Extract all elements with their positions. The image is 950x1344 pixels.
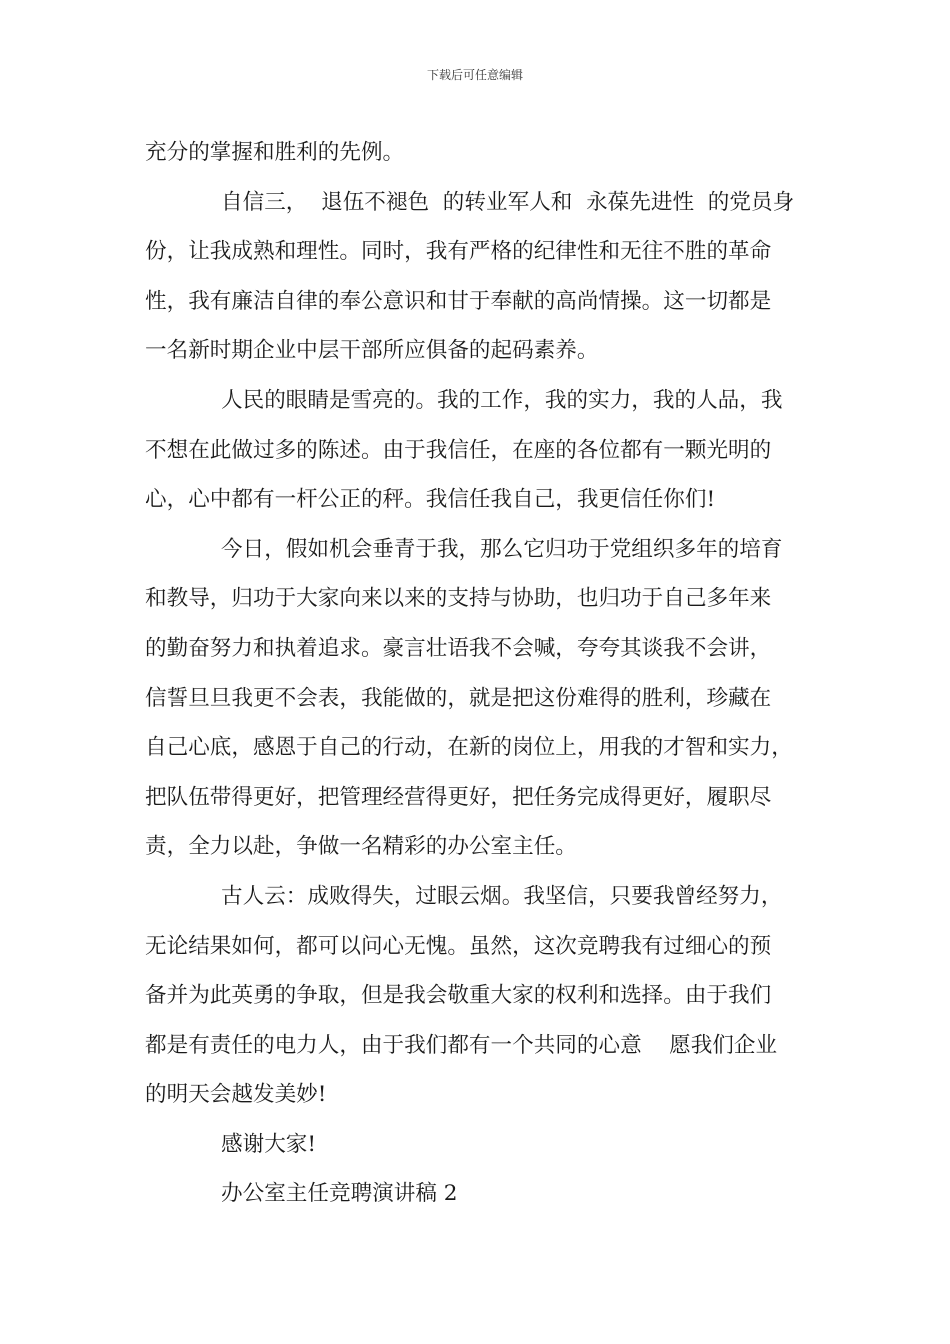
text-line: 一名新时期企业中层干部所应俱备的起码素养。 <box>145 338 599 364</box>
text-line: 都是有责任的电力人，由于我们都有一个共同的心意 愿我们企业 <box>145 1032 778 1058</box>
text-line: 份，让我成熟和理性。同时，我有严格的纪律性和无往不胜的革命 <box>145 239 772 265</box>
text-line: 感谢大家! <box>221 1131 317 1157</box>
page-header: 下载后可任意编辑 <box>426 68 523 82</box>
text-line: 自己心底，感恩于自己的行动，在新的岗位上，用我的才智和实力， <box>145 735 793 761</box>
text-line: 责，全力以赴，争做一名精彩的办公室主任。 <box>145 834 577 860</box>
text-line: 无论结果如何，都可以问心无愧。虽然，这次竞聘我有过细心的预 <box>145 933 772 959</box>
text-line: 的明天会越发美妙! <box>145 1082 327 1108</box>
text-line: 今日，假如机会垂青于我，那么它归功于党组织多年的培育 <box>221 536 783 562</box>
text-line: 人民的眼睛是雪亮的。我的工作，我的实力，我的人品，我 <box>221 387 783 413</box>
text-line: 备并为此英勇的争取，但是我会敬重大家的权利和选择。由于我们 <box>145 983 772 1009</box>
text-line: 性，我有廉洁自律的奉公意识和甘于奉献的高尚情操。这一切都是 <box>145 288 772 314</box>
section-title: 办公室主任竞聘演讲稿 2 <box>221 1181 458 1207</box>
text-line: 不想在此做过多的陈述。由于我信任，在座的各位都有一颗光明的 <box>145 437 772 463</box>
text-line: 把队伍带得更好，把管理经营得更好，把任务完成得更好，履职尽 <box>145 784 772 810</box>
text-line: 的勤奋努力和执着追求。豪言壮语我不会喊，夸夸其谈我不会讲， <box>145 635 772 661</box>
text-line: 信誓旦旦我更不会表，我能做的，就是把这份难得的胜利，珍藏在 <box>145 685 772 711</box>
document-body <box>145 128 807 1219</box>
text-line: 心，心中都有一杆公正的秤。我信任我自己，我更信任你们! <box>145 487 716 513</box>
text-line: 和教导，归功于大家向来以来的支持与协助，也归功于自己多年来 <box>145 586 772 612</box>
text-line: 古人云：成败得失，过眼云烟。我坚信，只要我曾经努力， <box>221 883 783 909</box>
text-line: 自信三， 退伍不褪色 的转业军人和 永葆先进性 的党员身 <box>221 189 795 215</box>
text-line: 充分的掌握和胜利的先例。 <box>145 140 405 165</box>
